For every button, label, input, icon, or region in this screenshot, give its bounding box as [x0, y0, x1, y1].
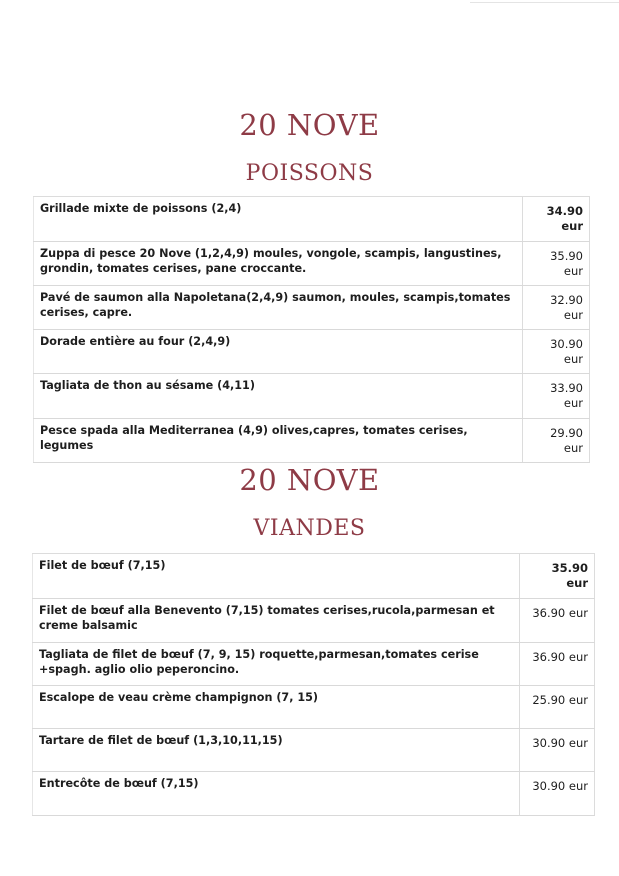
menu-row — [34, 374, 590, 419]
dish-price: 29.90 eur — [523, 419, 590, 463]
section-title-meat: VIANDES — [253, 516, 366, 541]
dish-price: 30.90 eur — [520, 772, 595, 816]
menu-row — [33, 772, 595, 816]
dish-price: 25.90 eur — [520, 686, 595, 729]
dish-price: 36.90 eur — [520, 643, 595, 686]
section-title-fish: POISSONS — [245, 161, 374, 186]
restaurant-title: 20 NOVE — [239, 108, 380, 142]
dish-name: Grillade mixte de poissons (2,4) — [34, 197, 523, 242]
dish-name: Tartare de filet de bœuf (1,3,10,11,15) — [33, 729, 520, 772]
page-edge — [470, 2, 619, 3]
dish-price: 30.90 eur — [520, 729, 595, 772]
menu-row — [33, 599, 595, 643]
menu-row — [34, 419, 590, 463]
menu-row — [34, 242, 590, 286]
dish-price: 32.90 eur — [523, 286, 590, 330]
meat-menu-table — [32, 553, 595, 816]
dish-name: Filet de bœuf (7,15) — [33, 554, 520, 599]
dish-price: 30.90 eur — [523, 330, 590, 374]
menu-row — [34, 197, 590, 242]
dish-name: Zuppa di pesce 20 Nove (1,2,4,9) moules, vongole, scampis, langustines, grondin, tomates cerises, pane croccante. — [34, 242, 523, 286]
fish-menu-table — [33, 196, 590, 463]
dish-name: Tagliata de filet de bœuf (7, 9, 15) roquette,parmesan,tomates cerise +spagh. aglio olio peperoncino. — [33, 643, 520, 686]
menu-row — [33, 554, 595, 599]
menu-row — [33, 729, 595, 772]
restaurant-title-repeat: 20 NOVE — [239, 463, 380, 497]
dish-price: 36.90 eur — [520, 599, 595, 643]
dish-name: Filet de bœuf alla Benevento (7,15) tomates cerises,rucola,parmesan et creme balsamic — [33, 599, 520, 643]
menu-row — [33, 686, 595, 729]
dish-name: Escalope de veau crème champignon (7, 15) — [33, 686, 520, 729]
dish-name: Pesce spada alla Mediterranea (4,9) olives,capres, tomates cerises, legumes — [34, 419, 523, 463]
dish-price: 35.90 eur — [520, 554, 595, 599]
menu-row — [33, 643, 595, 686]
dish-price: 35.90 eur — [523, 242, 590, 286]
dish-name: Tagliata de thon au sésame (4,11) — [34, 374, 523, 419]
dish-name: Dorade entière au four (2,4,9) — [34, 330, 523, 374]
dish-price: 34.90 eur — [523, 197, 590, 242]
menu-row — [34, 330, 590, 374]
dish-name: Entrecôte de bœuf (7,15) — [33, 772, 520, 816]
dish-price: 33.90 eur — [523, 374, 590, 419]
dish-name: Pavé de saumon alla Napoletana(2,4,9) saumon, moules, scampis,tomates cerises, capre. — [34, 286, 523, 330]
menu-row — [34, 286, 590, 330]
